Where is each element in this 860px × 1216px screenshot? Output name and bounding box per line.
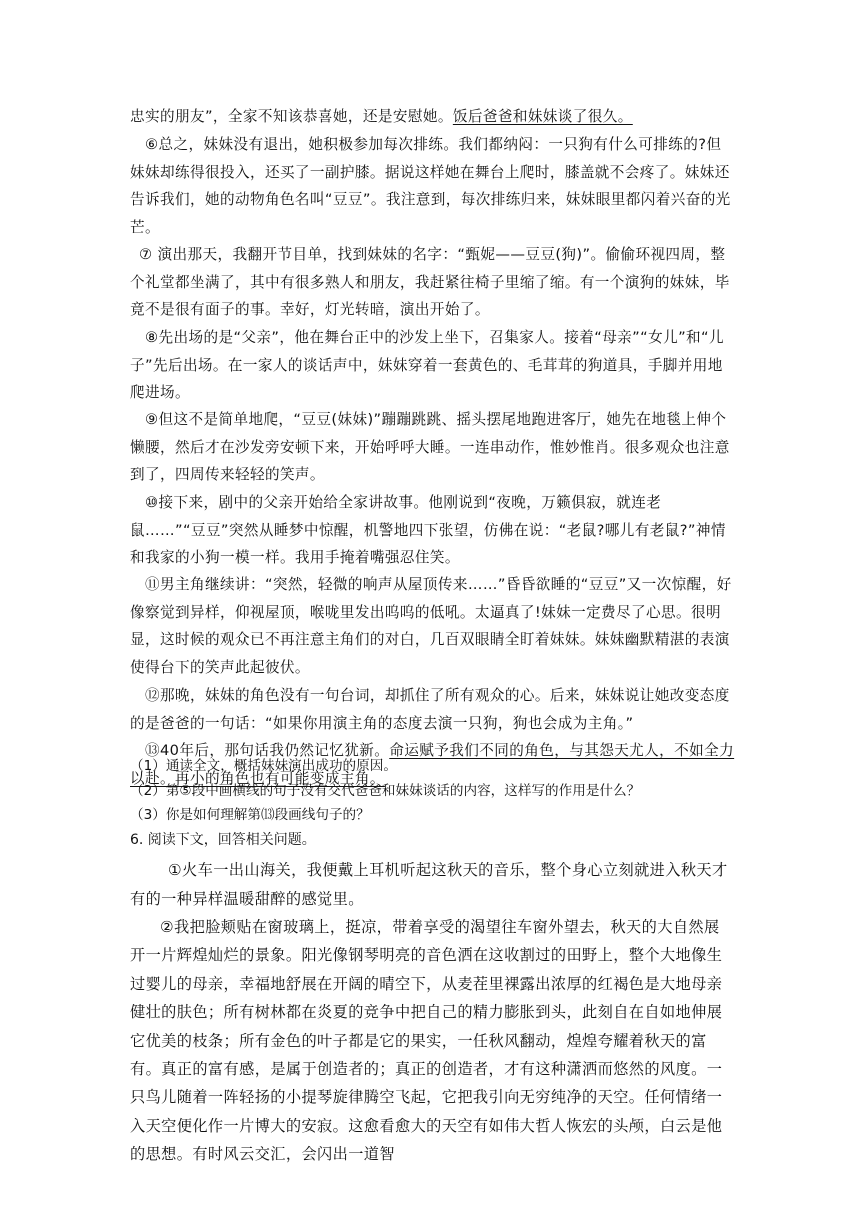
paragraph-5-tail	[130, 103, 735, 131]
paragraph-5-underlined-sentence: 饭后爸爸和妹妹谈了很久。	[452, 108, 633, 125]
paragraph-6: ⑥总之，妹妹没有退出，她积极参加每次排练。我们都纳闷：一只狗有什么可排练的?但妹妹却练得很投入，还买了一副护膝。据说这样她在舞台上爬时，膝盖就不会疼了。妹妹还告诉我们，她的动物角色名叫“豆豆”。我注意到，每次排练归来，妹妹眼里都闪着兴奋的光芒。	[130, 136, 731, 236]
paragraph-7: ⑦ 演出那天，我翻开节目单，找到妹妹的名字：“甄妮——豆豆(狗)”。偷偷环视四周，整个礼堂都坐满了，其中有很多熟人和朋友，我赶紧往椅子里缩了缩。有一个演狗的妹妹，毕竟不是很有面子的事。幸好，灯光转暗，演出开始了。	[130, 246, 730, 319]
passage-paragraph-1: ①火车一出山海关，我便戴上耳机听起这秋天的音乐，整个身心立刻就进入秋天才有的一种异样温暖甜醉的感觉里。	[130, 861, 728, 908]
paragraph-13-text: ⑬40年后，那句话我仍然记忆犹新。	[145, 742, 390, 759]
passage-paragraph-2: ②我把脸颊贴在窗玻璃上，挺凉，带着享受的渴望往车窗外望去，秋天的大自然展开一片辉煌灿烂的景象。阳光像钢琴明亮的音色洒在这收割过的田野上，整个大地像生过婴儿的母亲，幸福地舒展在开阔的晴空下，从麦茬里裸露出浓厚的红褐色是大地母亲健壮的肤色；所有树林都在炎夏的竞争中把自己的精力膨胀到头，此刻自在自如地伸展它优美的枝条；所有金色的叶子都是它的果实，一任秋风翻动，煌煌夸耀着秋天的富有。真正的富有感，是属于创造者的；真正的创造者，才有这种潇洒而悠然的风度。一只鸟儿随着一阵轻扬的小提琴旋律腾空飞起，它把我引向无穷纯净的天空。任何情绪一入天空便化作一片博大的安寂。这愈看愈大的天空有如伟大哲人恢宏的头颅，白云是他的思想。有时风云交汇，会闪出一道智	[130, 918, 723, 1164]
paragraph-10: ⑩接下来，剧中的父亲开始给全家讲故事。他刚说到“夜晚，万籁俱寂，就连老鼠……”“豆豆”突然从睡梦中惊醒，机警地四下张望，仿佛在说：“老鼠?哪儿有老鼠?”神情和我家的小狗一模一样。我用手掩着嘴强忍住笑。	[130, 494, 726, 567]
question-3: （3）你是如何理解第⒀段画线句子的？	[130, 807, 370, 823]
paragraph-13-underlined-sentence: 命运赋予我们不同的角色，与其怨天尤人，不如全力以赴。再小的角色也有可能变成主角。	[130, 742, 735, 787]
paragraph-5-tail-text: 忠实的朋友”，全家不知该恭喜她，还是安慰她。	[130, 108, 453, 125]
question-2: （2）第⑤段中画横线的句子没有交代爸爸和妹妹谈话的内容，这样写的作用是什么？	[130, 783, 641, 799]
paragraph-11: ⑪男主角继续讲：“突然，轻微的响声从屋顶传来……”昏昏欲睡的“豆豆”又一次惊醒，好像察觉到异样，仰视屋顶，喉咙里发出呜呜的低吼。太逼真了!妹妹一定费尽了心思。很明显，这时候的观众已不再注意主角们的对白，几百双眼睛全盯着妹妹。妹妹幽默精湛的表演使得台下的笑声此起彼伏。	[130, 576, 732, 676]
paragraph-9: ⑨但这不是简单地爬，“豆豆(妹妹)”蹦蹦跳跳、摇头摆尾地跑进客厅，她先在地毯上伸个懒腰，然后才在沙发旁安顿下来，开始呼呼大睡。一连串动作，惟妙惟肖。很多观众也注意到了，四周传来轻轻的笑声。	[130, 411, 730, 484]
question-1: （1）通读全文，概括妹妹演出成功的原因。	[130, 758, 397, 774]
paragraph-12: ⑫那晚，妹妹的角色没有一句台词，却抓住了所有观众的心。后来，妹妹说让她改变态度的是爸爸的一句话：“如果你用演主角的态度去演一只狗，狗也会成为主角。”	[130, 687, 730, 732]
paragraph-8: ⑧先出场的是“父亲”，他在舞台正中的沙发上坐下，召集家人。接着“母亲”“女儿”和“儿子”先后出场。在一家人的谈话声中，妹妹穿着一套黄色的、毛茸茸的狗道具，手脚并用地爬进场。	[130, 329, 724, 402]
question-6-heading: 6. 阅读下文，回答相关问题。	[130, 832, 316, 848]
